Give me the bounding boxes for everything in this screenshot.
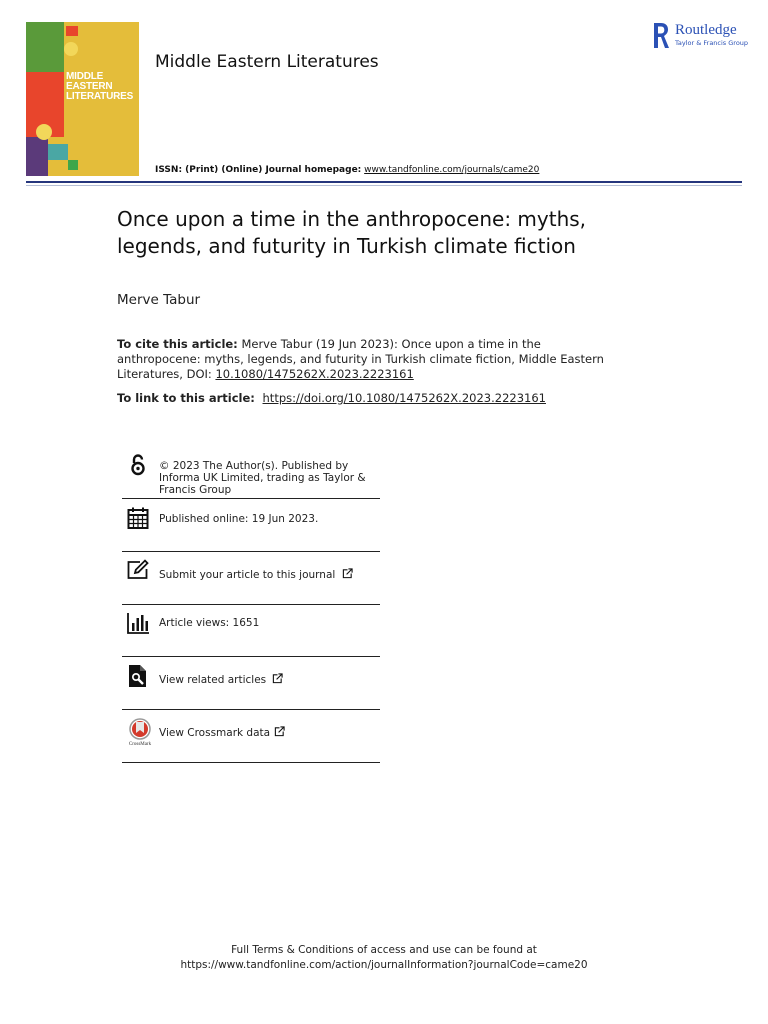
publisher-name: Routledge <box>675 22 737 38</box>
published-item <box>122 499 380 552</box>
cover-circle <box>64 42 78 56</box>
external-link-icon <box>274 726 285 737</box>
issn-label: ISSN: (Print) (Online) Journal homepage: <box>155 165 362 175</box>
cite-label: To cite this article: <box>117 337 238 351</box>
article-doi-url[interactable]: https://doi.org/10.1080/1475262X.2023.2223161 <box>262 391 546 405</box>
open-access-icon <box>126 453 150 477</box>
terms-footer <box>0 943 768 973</box>
cover-purple-block <box>26 137 48 176</box>
calendar-icon <box>126 506 150 530</box>
related-articles-item[interactable] <box>122 657 380 710</box>
edit-pencil-icon <box>126 558 150 582</box>
license-text: © 2023 The Author(s). Published by Informa UK Limited, trading as Taylor & Francis Group <box>159 460 366 496</box>
article-title: Once upon a time in the anthropocene: myths, legends, and futurity in Turkish climate fiction <box>117 207 587 258</box>
cite-text: Merve Tabur (19 Jun 2023): Once upon a time in the anthropocene: myths, legends, and futurity in Turkish climate fiction, Middle Eastern Literatures, DOI: <box>117 337 604 381</box>
submit-article-label: Submit your article to this journal <box>159 569 336 581</box>
crossmark-link[interactable] <box>159 726 285 739</box>
publisher-subtitle: Taylor & Francis Group <box>675 39 749 47</box>
cover-yellow-circle <box>36 124 52 140</box>
external-link-icon <box>272 673 283 684</box>
published-date: Published online: 19 Jun 2023. <box>159 513 319 525</box>
submit-article-item[interactable] <box>122 552 380 605</box>
related-articles-label: View related articles <box>159 674 267 686</box>
cover-red-square <box>66 26 78 36</box>
external-link-icon <box>342 568 353 579</box>
crossmark-label: View Crossmark data <box>159 727 271 739</box>
journal-homepage-link[interactable]: www.tandfonline.com/journals/came20 <box>364 165 540 175</box>
cover-teal-block <box>48 144 68 160</box>
citation-block <box>117 337 617 382</box>
cover-green-block <box>26 22 64 72</box>
article-views-item <box>122 605 380 657</box>
header-rule <box>26 181 742 183</box>
related-articles-link[interactable] <box>159 673 283 686</box>
routledge-logo <box>652 20 748 50</box>
submit-article-link[interactable] <box>159 568 353 581</box>
open-access-item <box>122 449 380 499</box>
issn-line <box>155 165 539 175</box>
journal-cover-image[interactable] <box>26 22 139 176</box>
article-views: Article views: 1651 <box>159 617 260 629</box>
doi-link[interactable]: 10.1080/1475262X.2023.2223161 <box>215 367 414 381</box>
routledge-r-icon <box>652 22 669 49</box>
terms-line-1: Full Terms & Conditions of access and use can be found at <box>231 944 537 956</box>
cover-green-square <box>68 160 78 170</box>
document-search-icon <box>126 664 150 688</box>
link-label: To link to this article: <box>117 391 255 405</box>
crossmark-badge-text: CrossMark <box>128 742 152 747</box>
crossmark-badge <box>126 718 154 748</box>
author-name: Merve Tabur <box>117 292 201 308</box>
crossmark-icon <box>129 718 151 740</box>
bar-chart-icon <box>126 611 150 635</box>
terms-url[interactable]: https://www.tandfonline.com/action/journalInformation?journalCode=came20 <box>180 959 588 971</box>
cover-title: MIDDLE EASTERN LITERATURES <box>66 71 134 102</box>
crossmark-item[interactable] <box>122 710 380 763</box>
cover-title-panel <box>64 44 139 176</box>
header-rule-thin <box>26 185 742 186</box>
article-link-line <box>117 391 546 405</box>
journal-title: Middle Eastern Literatures <box>155 52 379 72</box>
